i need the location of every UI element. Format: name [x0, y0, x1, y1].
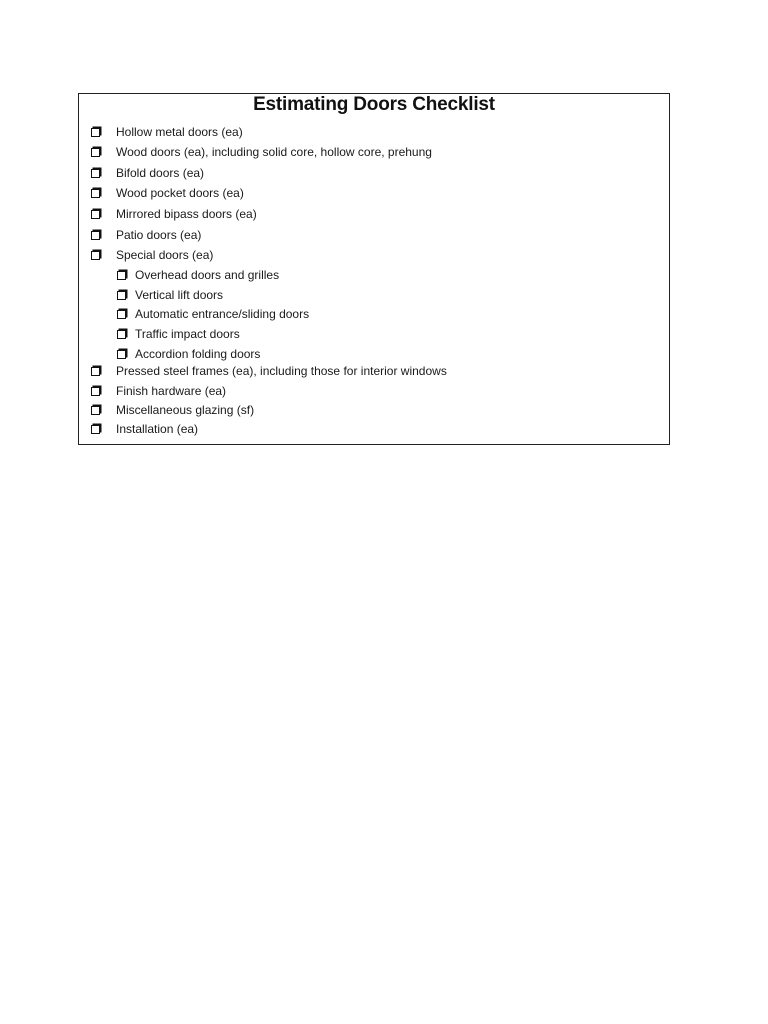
checklist-item[interactable] [91, 421, 198, 437]
checklist-item[interactable] [91, 144, 432, 160]
checkbox-icon[interactable] [91, 251, 100, 260]
item-label: Traffic impact doors [135, 327, 240, 341]
checkbox-icon[interactable] [117, 330, 126, 339]
checkbox-icon[interactable] [117, 271, 126, 280]
checklist-item[interactable] [91, 402, 254, 418]
item-label: Patio doors (ea) [116, 228, 202, 242]
checkbox-icon[interactable] [117, 291, 126, 300]
checklist-item[interactable] [91, 247, 213, 263]
checklist-subitem[interactable] [117, 346, 260, 362]
checklist-item[interactable] [91, 363, 447, 379]
item-label: Vertical lift doors [135, 288, 224, 302]
checklist-item[interactable] [91, 206, 257, 222]
checkbox-icon[interactable] [117, 310, 126, 319]
checkbox-icon[interactable] [117, 350, 126, 359]
checkbox-icon[interactable] [91, 406, 100, 415]
checkbox-icon[interactable] [91, 367, 100, 376]
checkbox-icon[interactable] [91, 425, 100, 434]
checkbox-icon[interactable] [91, 231, 100, 240]
checklist-item[interactable] [91, 165, 204, 181]
item-label: Mirrored bipass doors (ea) [116, 207, 257, 221]
checkbox-icon[interactable] [91, 128, 100, 137]
checklist-item[interactable] [91, 185, 244, 201]
item-label: Wood doors (ea), including solid core, hollow core, prehung [116, 145, 432, 159]
item-label: Special doors (ea) [116, 248, 214, 262]
checkbox-icon[interactable] [91, 387, 100, 396]
item-label: Bifold doors (ea) [116, 166, 205, 180]
checklist-subitem[interactable] [117, 287, 223, 303]
checklist-subitem[interactable] [117, 306, 309, 322]
checkbox-icon[interactable] [91, 189, 100, 198]
item-label: Pressed steel frames (ea), including those for interior windows [116, 364, 447, 378]
checklist-box [78, 93, 670, 445]
item-label: Installation (ea) [116, 422, 199, 436]
item-label: Automatic entrance/sliding doors [135, 307, 310, 321]
checklist-subitem[interactable] [117, 326, 240, 342]
checkbox-icon[interactable] [91, 169, 100, 178]
checklist-item[interactable] [91, 383, 226, 399]
item-label: Accordion folding doors [135, 347, 261, 361]
item-label: Wood pocket doors (ea) [116, 186, 244, 200]
item-label: Hollow metal doors (ea) [116, 125, 243, 139]
item-label: Overhead doors and grilles [135, 268, 280, 282]
checkbox-icon[interactable] [91, 210, 100, 219]
checkbox-icon[interactable] [91, 148, 100, 157]
checklist-item[interactable] [91, 124, 243, 140]
item-label: Finish hardware (ea) [116, 384, 227, 398]
checklist-subitem[interactable] [117, 267, 279, 283]
checklist-item[interactable] [91, 227, 201, 243]
item-label: Miscellaneous glazing (sf) [116, 403, 255, 417]
checklist-title: Estimating Doors Checklist [253, 94, 495, 115]
